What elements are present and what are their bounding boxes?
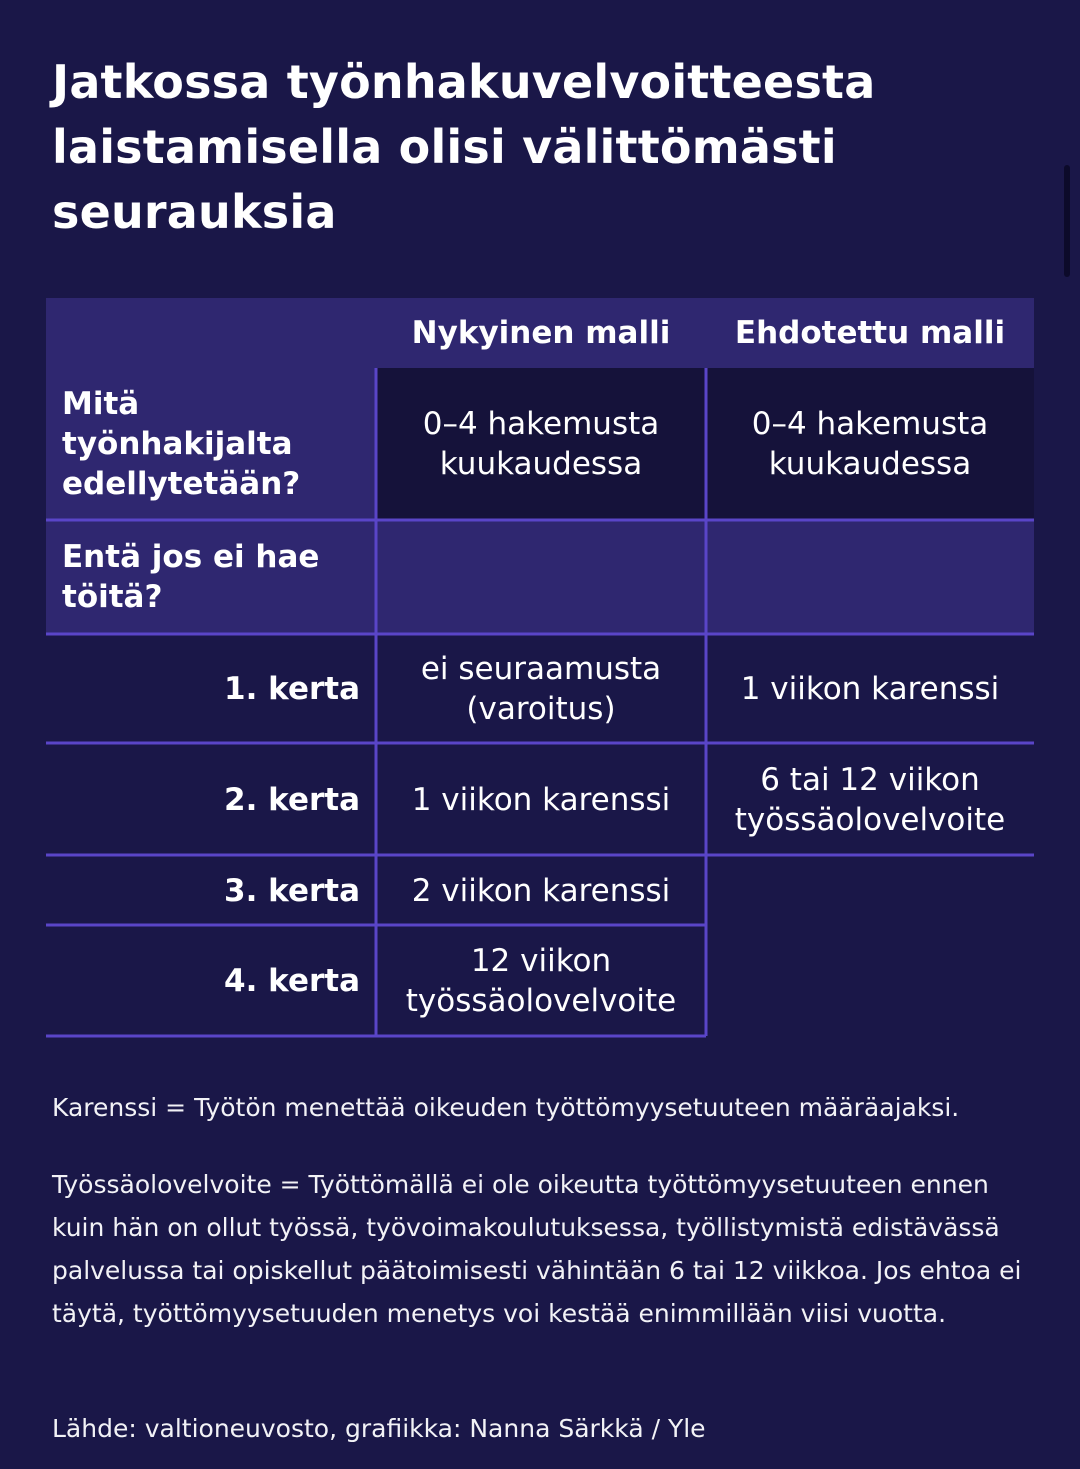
source-credit: Lähde: valtioneuvosto, grafiikka: Nanna Särkkä / Yle <box>52 1414 706 1443</box>
note-karenssi: Karenssi = Työtön menettää oikeuden työttömyysetuuteen määräajaksi. <box>52 1093 960 1122</box>
section-label: Entä jos ei hae töitä? <box>46 520 376 634</box>
cell-requirement-proposed: 0–4 hakemusta kuukaudessa <box>706 368 1034 520</box>
row-label-1: 1. kerta <box>224 671 360 707</box>
cell-row4-current: 12 viikon työssäolovelvoite <box>405 943 677 1019</box>
header-current-model: Nykyinen malli <box>376 298 706 368</box>
section-empty-current <box>376 520 706 634</box>
cell-row3-current: 2 viikon karenssi <box>411 873 671 909</box>
section-empty-proposed <box>706 520 1034 634</box>
page-title: Jatkossa työnhakuvelvoitteesta laistamisella olisi välittömästi seurauksia <box>52 55 876 239</box>
row-label-2: 2. kerta <box>224 782 360 818</box>
table-corner-cell <box>46 298 376 368</box>
cell-row2-current: 1 viikon karenssi <box>411 782 671 818</box>
cell-row1-proposed: 1 viikon karenssi <box>740 671 1000 707</box>
cell-requirement-current: 0–4 hakemusta kuukaudessa <box>376 368 706 520</box>
cell-row2-proposed: 6 tai 12 viikon työssäolovelvoite <box>734 762 1006 838</box>
scrollbar[interactable] <box>1064 165 1070 277</box>
note-tyossaolovelvoite: Työssäolovelvoite = Työttömällä ei ole oikeutta työttömyysetuuteen ennen kuin hän on ollut työssä, työvoimakoulutuksessa, työllistymistä edistävässä palvelussa tai opiskellut päätoimisesti vähintään 6 tai 12 viikkoa. Jos ehtoa ei täytä, työttömyysetuuden menetys voi kestää enimmillään viisi vuotta. <box>52 1170 1022 1328</box>
row-label-3: 3. kerta <box>224 873 360 909</box>
row-label-requirement: Mitä työnhakijalta edellytetään? <box>46 368 376 520</box>
row-label-4: 4. kerta <box>224 963 360 999</box>
cell-row1-current: ei seuraamusta (varoitus) <box>420 651 662 727</box>
header-proposed-model: Ehdotettu malli <box>706 298 1034 368</box>
